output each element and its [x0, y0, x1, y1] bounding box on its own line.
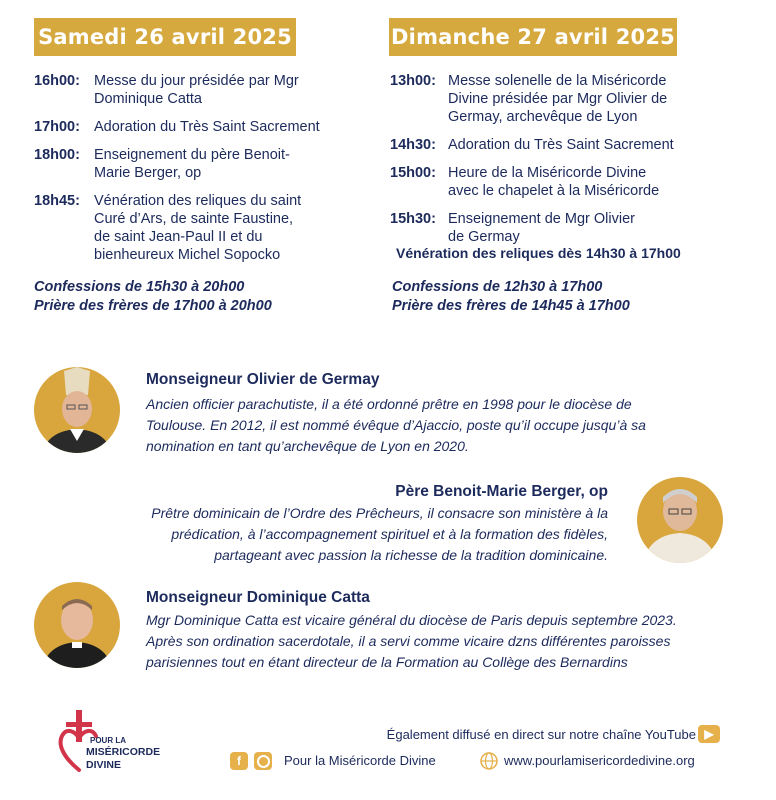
sunday-veneration: Vénération des reliques dès 14h30 à 17h00	[396, 245, 681, 261]
schedule-time: 17h00:	[34, 119, 80, 135]
schedule-time: 15h30:	[390, 211, 436, 227]
schedule-time: 18h45:	[34, 193, 80, 209]
bio-name: Monseigneur Dominique Catta	[146, 589, 370, 606]
portrait-icon	[34, 582, 120, 668]
bio-text: Prêtre dominicain de l’Ordre des Prêcheurs, il consacre son ministère à la prédication, à l’accompagnement spirituel et à la formation des fidèles, partageant avec passion la richesse de la tradition dominicaine.	[151, 505, 608, 563]
portrait-icon	[34, 367, 120, 453]
social-text: Pour la Miséricorde Divine	[284, 753, 436, 768]
schedule-time: 15h00:	[390, 165, 436, 181]
schedule-desc: Vénération des reliques du saint Curé d’Ars, de sainte Faustine, de saint Jean-Paul II et du bienheureux Michel Sopocko	[94, 193, 302, 263]
photo-benoit-marie-berger	[637, 477, 723, 563]
youtube-icon[interactable]: ▶	[698, 725, 720, 743]
saturday-confessions: Confessions de 15h30 à 20h00	[34, 279, 245, 295]
bio-text: Ancien officier parachutiste, il a été ordonné prêtre en 1998 pour le diocèse de Toulouse. En 2012, il est nommé évêque d’Ajaccio, poste qu’il occupe jusqu’à sa nomination en tant qu’archevêque de Lyon en 2020.	[146, 396, 646, 454]
photo-dominique-catta	[34, 582, 120, 668]
sunday-confessions: Confessions de 12h30 à 17h00	[392, 279, 603, 295]
schedule-item	[390, 210, 750, 246]
sunday-schedule	[390, 72, 750, 256]
facebook-icon[interactable]: f	[230, 752, 248, 770]
schedule-item	[34, 72, 364, 108]
portrait-icon	[637, 477, 723, 563]
saturday-schedule	[34, 72, 364, 274]
schedule-desc: Messe solenelle de la Miséricorde Divine présidée par Mgr Olivier de Germay, archevêque de Lyon	[448, 73, 668, 125]
sunday-prayer: Prière des frères de 14h45 à 17h00	[392, 298, 630, 314]
schedule-item	[34, 146, 364, 182]
bio-name: Père Benoit-Marie Berger, op	[395, 483, 608, 500]
schedule-desc: Adoration du Très Saint Sacrement	[448, 137, 674, 153]
schedule-time: 16h00:	[34, 73, 80, 89]
bio-name: Monseigneur Olivier de Germay	[146, 371, 380, 388]
youtube-text: Également diffusé en direct sur notre chaîne YouTube	[386, 727, 696, 742]
website-link[interactable]: www.pourlamisericordedivine.org	[504, 753, 695, 768]
schedule-desc: Heure de la Miséricorde Divine avec le chapelet à la Miséricorde	[448, 165, 660, 199]
logo-line2: MISÉRICORDE	[86, 746, 161, 758]
logo-line3: DIVINE	[86, 759, 122, 771]
logo	[56, 708, 166, 778]
schedule-item	[34, 118, 364, 136]
photo-olivier-de-germay	[34, 367, 120, 453]
sunday-header: Dimanche 27 avril 2025	[389, 18, 677, 56]
schedule-desc: Enseignement de Mgr Olivier de Germay	[448, 211, 635, 245]
schedule-time: 18h00:	[34, 147, 80, 163]
schedule-desc: Adoration du Très Saint Sacrement	[94, 119, 320, 135]
schedule-desc: Enseignement du père Benoit- Marie Berger, op	[94, 147, 290, 181]
schedule-desc: Messe du jour présidée par Mgr Dominique Catta	[94, 73, 299, 107]
schedule-item	[390, 136, 750, 154]
schedule-item	[34, 192, 364, 264]
logo-line1: POUR LA	[90, 736, 126, 745]
schedule-time: 14h30:	[390, 137, 436, 153]
schedule-item	[390, 164, 750, 200]
saturday-header: Samedi 26 avril 2025	[34, 18, 296, 56]
instagram-icon[interactable]	[254, 752, 272, 770]
saturday-prayer: Prière des frères de 17h00 à 20h00	[34, 298, 272, 314]
schedule-time: 13h00:	[390, 73, 436, 89]
globe-icon	[480, 752, 498, 770]
bio-text: Mgr Dominique Catta est vicaire général du diocèse de Paris depuis septembre 2023. Après son ordination sacerdotale, il a servi comme vicaire dzns différentes paroisses parisiennes tout en étant directeur de la Formation au Collège des Bernardins	[146, 612, 677, 670]
schedule-item	[390, 72, 750, 126]
